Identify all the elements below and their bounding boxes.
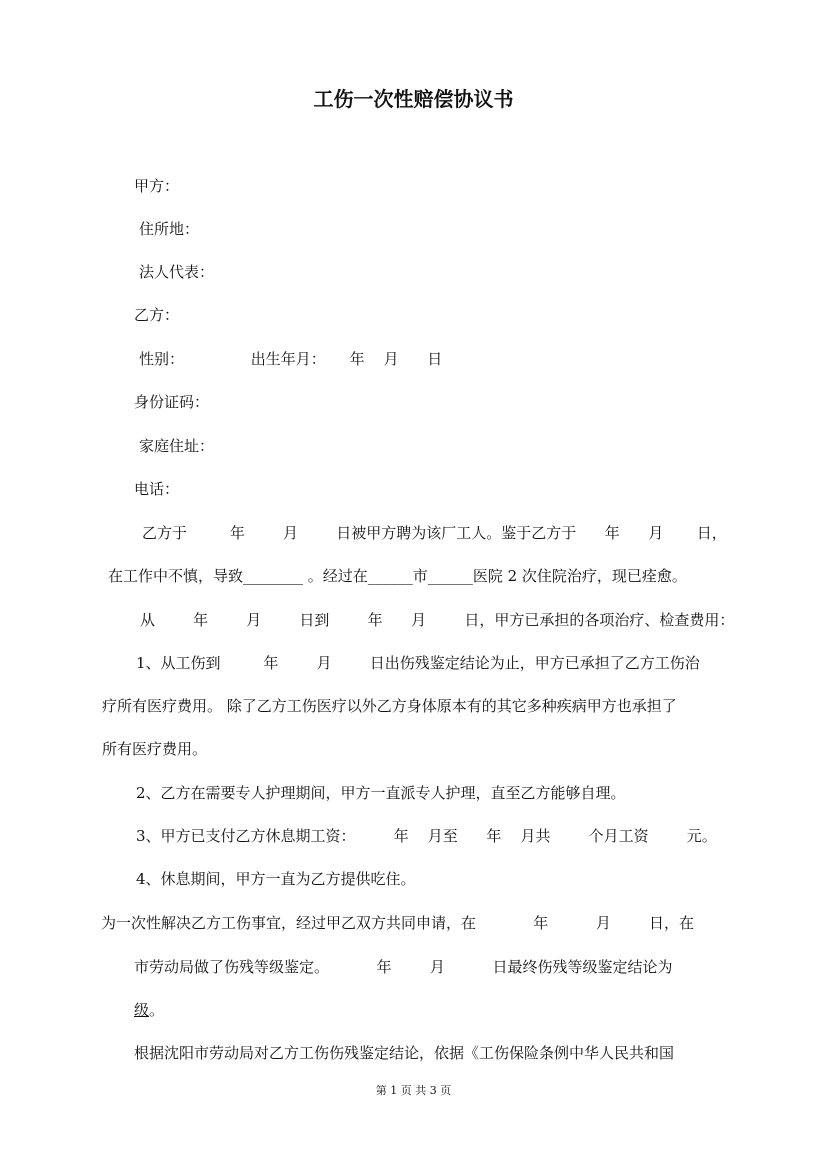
hospital-text: 。经过在 — [303, 567, 368, 585]
party-b-label: 乙方： — [134, 306, 180, 324]
document-title: 工伤一次性赔偿协议书 — [313, 87, 514, 111]
paragraph-basis-line-1: 根据沈阳市劳动局对乙方工伤伤残鉴定结论，依据《工伤保险条例中华人民共和国 — [134, 1044, 675, 1062]
gender-birth-line: 性别： 出生年月： 年 月 日 — [139, 350, 443, 368]
paragraph-employment: 乙方于 年 月 日被甲方聘为该厂工人。鉴于乙方于 年 月 日， — [142, 524, 727, 542]
residence-label: 住所地： — [139, 220, 200, 238]
legal-rep-label: 法人代表： — [139, 263, 215, 281]
item-1-line-3: 所有医疗费用。 — [102, 740, 208, 758]
item-4: 4、休息期间，甲方一直为乙方提供吃住。 — [136, 870, 416, 888]
disability-grade-blank: 级 — [134, 1001, 150, 1019]
city-blank: ______ — [367, 567, 413, 585]
grade-period: 。 — [149, 1001, 165, 1019]
hospital-blank: ______ — [427, 567, 473, 585]
party-a-label: 甲方： — [134, 177, 180, 195]
item-2: 2、乙方在需要专人护理期间，甲方一直派专人护理，直至乙方能够自理。 — [136, 784, 626, 802]
recovery-text: 医院 2 次住院治疗，现已痊愈。 — [472, 567, 687, 585]
injury-text: 在工作中不慎，导致 — [108, 567, 244, 585]
paragraph-injury-treatment — [108, 566, 687, 586]
page-footer: 第 1 页 共 3 页 — [375, 1084, 452, 1097]
injury-blank: ________ — [243, 567, 304, 585]
home-address-label: 家庭住址： — [139, 437, 215, 455]
phone-label: 电话： — [134, 480, 180, 498]
id-number-label: 身份证码： — [134, 393, 210, 411]
item-3: 3、甲方已支付乙方休息期工资： 年 月至 年 月共 个月工资 元。 — [136, 827, 717, 845]
paragraph-costs-period: 从 年 月 日到 年 月 日，甲方已承担的各项治疗、检查费用： — [140, 611, 735, 629]
city-text: 市 — [412, 567, 428, 585]
paragraph-appraisal-line-2: 市劳动局做了伤残等级鉴定。 年 月 日最终伤残等级鉴定结论为 — [134, 958, 673, 976]
item-1-line-1: 1、从工伤到 年 月 日出伤残鉴定结论为止，甲方已承担了乙方工伤治 — [136, 654, 700, 672]
item-1-line-2: 疗所有医疗费用。 除了乙方工伤医疗以外乙方身体原本有的其它多种疾病甲方也承担了 — [102, 697, 677, 715]
paragraph-appraisal-line-3 — [134, 1000, 164, 1020]
paragraph-appraisal-line-1: 为一次性解决乙方工伤事宜，经过甲乙双方共同申请，在 年 月 日，在 — [101, 914, 695, 932]
